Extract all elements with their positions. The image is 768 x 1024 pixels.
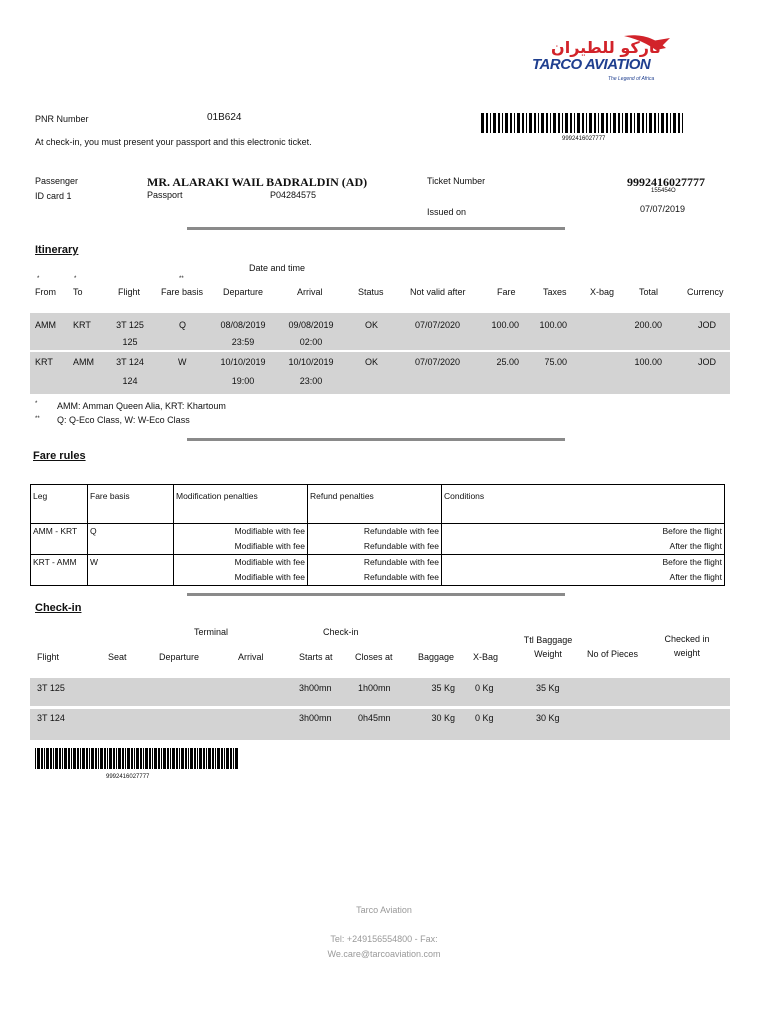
row2-status: OK	[365, 357, 379, 367]
row2-flight: 3T 124	[116, 357, 144, 367]
row1-status: OK	[365, 320, 379, 330]
row1-currency: JOD	[698, 320, 716, 330]
ck-col-checked-in	[655, 632, 719, 660]
checkin-note: At check-in, you must present your passport and this electronic ticket.	[35, 137, 312, 147]
ck-col-baggage: Baggage	[418, 652, 455, 662]
row1-flight-num: 125	[122, 337, 138, 347]
company-logo	[528, 30, 680, 92]
row1-flight: 3T 125	[116, 320, 144, 330]
table-row	[31, 555, 725, 586]
fr-fare-basis: Q	[88, 524, 174, 555]
row2-currency: JOD	[698, 357, 716, 367]
issued-on-label: Issued on	[427, 207, 467, 217]
ck-col-xbag: X-Bag	[473, 652, 499, 662]
col-to: To	[73, 287, 83, 297]
divider	[187, 593, 565, 596]
logo-arabic: تاركو للطيران	[551, 38, 661, 57]
to-star: *	[74, 276, 77, 282]
col-not-valid-after: Not valid after	[410, 287, 466, 297]
row1-from: AMM	[35, 320, 56, 330]
footer-email: We.care@tarcoaviation.com	[327, 949, 441, 959]
footnote-star: *	[35, 401, 38, 407]
fr-ref-before: Refundable with fee	[363, 557, 439, 567]
ck-row1-ttl: 35 Kg	[536, 683, 560, 693]
ticket-number-label: Ticket Number	[427, 176, 486, 186]
ck-col-pieces: No of Pieces	[587, 649, 639, 659]
ck-col-ttl-baggage-2: Weight	[534, 649, 562, 659]
footnote-classes: Q: Q-Eco Class, W: W-Eco Class	[57, 415, 190, 425]
fr-cond-after: After the flight	[669, 541, 722, 551]
ck-col-arrival: Arrival	[238, 652, 264, 662]
fr-mod-before: Modifiable with fee	[234, 557, 305, 567]
fr-leg: KRT - AMM	[31, 555, 88, 586]
fr-mod-before: Modifiable with fee	[234, 526, 305, 536]
ck-col-flight: Flight	[37, 652, 60, 662]
ck-col-departure: Departure	[159, 652, 200, 662]
ck-row1-flight: 3T 125	[37, 683, 65, 693]
fr-col-refund: Refund penalties	[308, 485, 442, 524]
from-star: *	[37, 276, 40, 282]
row1-to: KRT	[73, 320, 91, 330]
row1-arr-date: 09/08/2019	[288, 320, 334, 330]
pnr-label: PNR Number	[35, 114, 89, 124]
row2-dep-date: 10/10/2019	[220, 357, 266, 367]
fr-col-modification: Modification penalties	[174, 485, 308, 524]
logo-tagline: The Legend of Africa	[608, 76, 655, 82]
row1-arr-time: 02:00	[299, 337, 323, 347]
row1-fare-basis: Q	[179, 320, 187, 330]
checkin-barcode	[35, 748, 242, 769]
fr-leg: AMM - KRT	[31, 524, 88, 555]
row2-taxes: 75.00	[544, 357, 567, 367]
ck-col-checked-1: Checked in	[664, 634, 710, 644]
row1-taxes: 100.00	[539, 320, 567, 330]
fr-ref-before: Refundable with fee	[363, 526, 439, 536]
ck-col-starts-at: Starts at	[299, 652, 333, 662]
row2-arr-date: 10/10/2019	[288, 357, 334, 367]
pnr-value: 01B624	[207, 112, 242, 123]
col-taxes: Taxes	[543, 287, 567, 297]
ck-row2-xbag: 0 Kg	[475, 713, 494, 723]
ck-row1-xbag: 0 Kg	[475, 683, 494, 693]
passport-label: Passport	[147, 190, 183, 200]
col-status: Status	[358, 287, 384, 297]
ck-row2-starts: 3h00mn	[299, 713, 332, 723]
date-time-label: Date and time	[249, 263, 306, 273]
fr-col-fare-basis: Fare basis	[88, 485, 174, 524]
row1-fare: 100.00	[491, 320, 519, 330]
col-from: From	[35, 287, 56, 297]
row2-fare-basis: W	[178, 357, 187, 367]
row2-arr-time: 23:00	[299, 376, 323, 386]
ticket-number-value: 9992416027777	[627, 175, 705, 189]
fr-cond-after: After the flight	[669, 572, 722, 582]
fr-mod-after: Modifiable with fee	[234, 541, 305, 551]
ck-row1-closes: 1h00mn	[358, 683, 391, 693]
row2-fare: 25.00	[496, 357, 519, 367]
ck-col-closes-at: Closes at	[355, 652, 393, 662]
ck-row2-flight: 3T 124	[37, 713, 65, 723]
checkin-group-label: Check-in	[323, 627, 359, 637]
row1-not-valid-after: 07/07/2020	[415, 320, 461, 330]
divider	[187, 438, 565, 441]
footer-company: Tarco Aviation	[356, 905, 412, 915]
col-fare: Fare	[497, 287, 516, 297]
checkin-barcode-number: 9992416027777	[106, 774, 150, 780]
ck-row1-baggage: 35 Kg	[431, 683, 455, 693]
col-xbag: X-bag	[590, 287, 615, 297]
footnote-airports: AMM: Amman Queen Alia, KRT: Khartoum	[57, 401, 226, 411]
row2-from: KRT	[35, 357, 53, 367]
logo-name: TARCO AVIATION	[532, 56, 651, 73]
row2-not-valid-after: 07/07/2020	[415, 357, 461, 367]
terminal-label: Terminal	[194, 627, 229, 637]
fr-fare-basis: W	[88, 555, 174, 586]
passenger-label: Passenger	[35, 176, 79, 186]
passenger-name: MR. ALARAKI WAIL BADRALDIN (AD)	[147, 175, 368, 189]
row1-dep-date: 08/08/2019	[220, 320, 266, 330]
row2-dep-time: 19:00	[231, 376, 255, 386]
fr-col-leg: Leg	[31, 485, 88, 524]
ck-row2-baggage: 30 Kg	[431, 713, 455, 723]
id-card-label: ID card 1	[35, 191, 72, 201]
itinerary-title: Itinerary	[35, 244, 79, 256]
footer-contact: Tel: +249156554800 - Fax:	[330, 934, 438, 944]
fr-col-conditions: Conditions	[442, 485, 725, 524]
ck-col-seat: Seat	[108, 652, 127, 662]
col-flight: Flight	[118, 287, 141, 297]
ck-row1-starts: 3h00mn	[299, 683, 332, 693]
fr-cond-before: Before the flight	[662, 557, 722, 567]
fr-ref-after: Refundable with fee	[363, 572, 439, 582]
row1-dep-time: 23:59	[231, 337, 255, 347]
footnote-dstar: **	[35, 416, 40, 422]
row2-to: AMM	[73, 357, 94, 367]
fr-ref-after: Refundable with fee	[363, 541, 439, 551]
fare-rules-table	[30, 484, 725, 586]
col-currency: Currency	[687, 287, 724, 297]
checkin-title: Check-in	[35, 602, 82, 614]
col-arrival: Arrival	[297, 287, 323, 297]
col-departure: Departure	[223, 287, 264, 297]
ticket-sub-code: 155454O	[651, 188, 676, 194]
ticket-barcode	[481, 113, 688, 133]
fare-rules-title: Fare rules	[33, 450, 86, 462]
ck-col-ttl-baggage	[515, 633, 581, 661]
ck-col-checked-2: weight	[673, 648, 700, 658]
table-row	[31, 524, 725, 555]
row1-total: 200.00	[634, 320, 662, 330]
fr-cond-before: Before the flight	[662, 526, 722, 536]
table-header-row	[31, 485, 725, 524]
ck-col-ttl-baggage-1: Ttl Baggage	[523, 635, 573, 645]
passport-value: P04284575	[270, 190, 317, 200]
ticket-barcode-number: 9992416027777	[562, 136, 606, 142]
divider	[187, 227, 565, 230]
row2-flight-num: 124	[122, 376, 138, 386]
row2-total: 100.00	[634, 357, 662, 367]
ck-row2-ttl: 30 Kg	[536, 713, 560, 723]
fare-basis-dstar: **	[179, 276, 184, 282]
fr-mod-after: Modifiable with fee	[234, 572, 305, 582]
col-total: Total	[639, 287, 659, 297]
ck-row2-closes: 0h45mn	[358, 713, 391, 723]
issued-on-value: 07/07/2019	[640, 204, 686, 214]
col-fare-basis: Fare basis	[161, 287, 204, 297]
